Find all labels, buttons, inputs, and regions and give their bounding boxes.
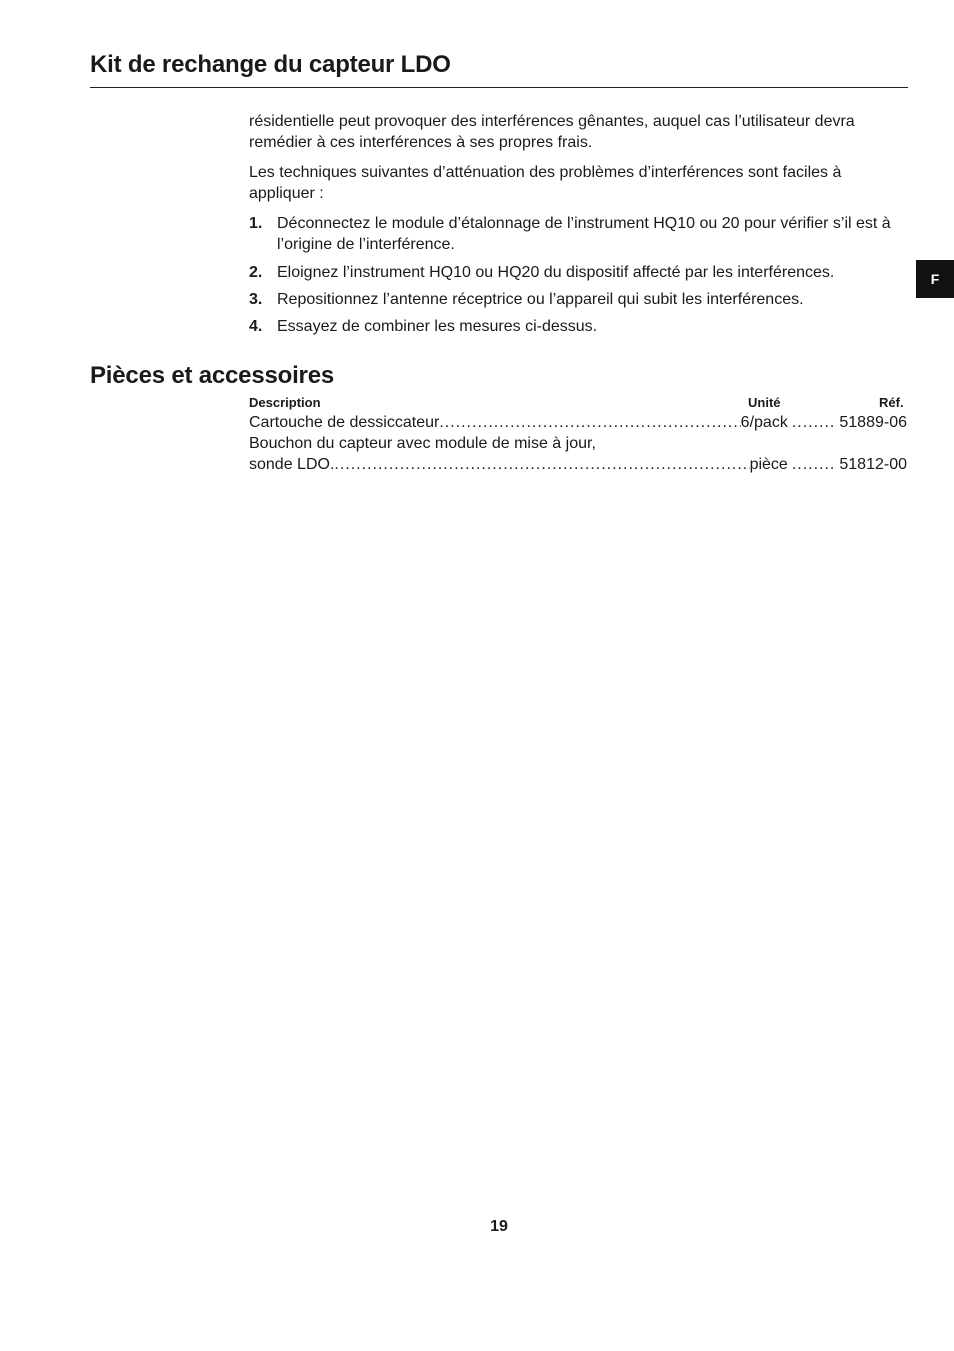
step-text: Eloignez l’instrument HQ10 ou HQ20 du dispositif affecté par les interférences. bbox=[277, 264, 835, 281]
intro-section bbox=[249, 111, 909, 153]
step-number: 2. bbox=[249, 264, 263, 281]
step-number: 3. bbox=[249, 291, 263, 308]
step-number: 1. bbox=[249, 215, 263, 232]
dot-leader bbox=[792, 412, 836, 433]
dot-leader bbox=[439, 412, 740, 433]
page-number: 19 bbox=[490, 1218, 508, 1235]
column-header-ref: Réf. bbox=[879, 395, 904, 410]
part-description-line1: Bouchon du capteur avec module de mise à jour, bbox=[249, 435, 596, 452]
language-tab-label: F bbox=[930, 271, 940, 287]
step-text: Repositionnez l’antenne réceptrice ou l’appareil qui subit les interférences. bbox=[277, 291, 804, 308]
header-rule bbox=[90, 87, 908, 88]
part-ref: 51812-00 bbox=[839, 456, 907, 473]
intro-paragraph-2: Les techniques suivantes d’atténuation des problèmes d’interférences sont faciles à appliquer : bbox=[249, 164, 842, 202]
column-header-description: Description bbox=[249, 395, 321, 410]
page-title: Kit de rechange du capteur LDO bbox=[90, 51, 451, 78]
part-description: sonde LDO. bbox=[249, 456, 335, 473]
intro-section-2 bbox=[249, 162, 909, 204]
intro-paragraph-1: résidentielle peut provoquer des interférences gênantes, auquel cas l’utilisateur devra remédier à ces interférences à ses propres frais. bbox=[249, 113, 855, 151]
part-description: Cartouche de dessiccateur bbox=[249, 414, 440, 431]
step-text: Essayez de combiner les mesures ci-dessus. bbox=[277, 318, 598, 335]
language-tab bbox=[916, 260, 954, 298]
table-row bbox=[249, 454, 907, 475]
step-number: 4. bbox=[249, 318, 263, 335]
dot-leader bbox=[334, 454, 749, 475]
section-title-parts: Pièces et accessoires bbox=[90, 362, 334, 389]
table-row-line bbox=[249, 433, 907, 454]
step-text: Déconnectez le module d’étalonnage de l’instrument HQ10 ou 20 pour vérifier s’il est à l’origine de l’interférence. bbox=[277, 215, 891, 253]
part-unit: pièce bbox=[749, 456, 788, 473]
table-row bbox=[249, 412, 907, 433]
part-ref: 51889-06 bbox=[839, 414, 907, 431]
column-header-unit: Unité bbox=[748, 395, 781, 410]
dot-leader bbox=[792, 454, 836, 475]
part-unit: 6/pack bbox=[740, 414, 788, 431]
